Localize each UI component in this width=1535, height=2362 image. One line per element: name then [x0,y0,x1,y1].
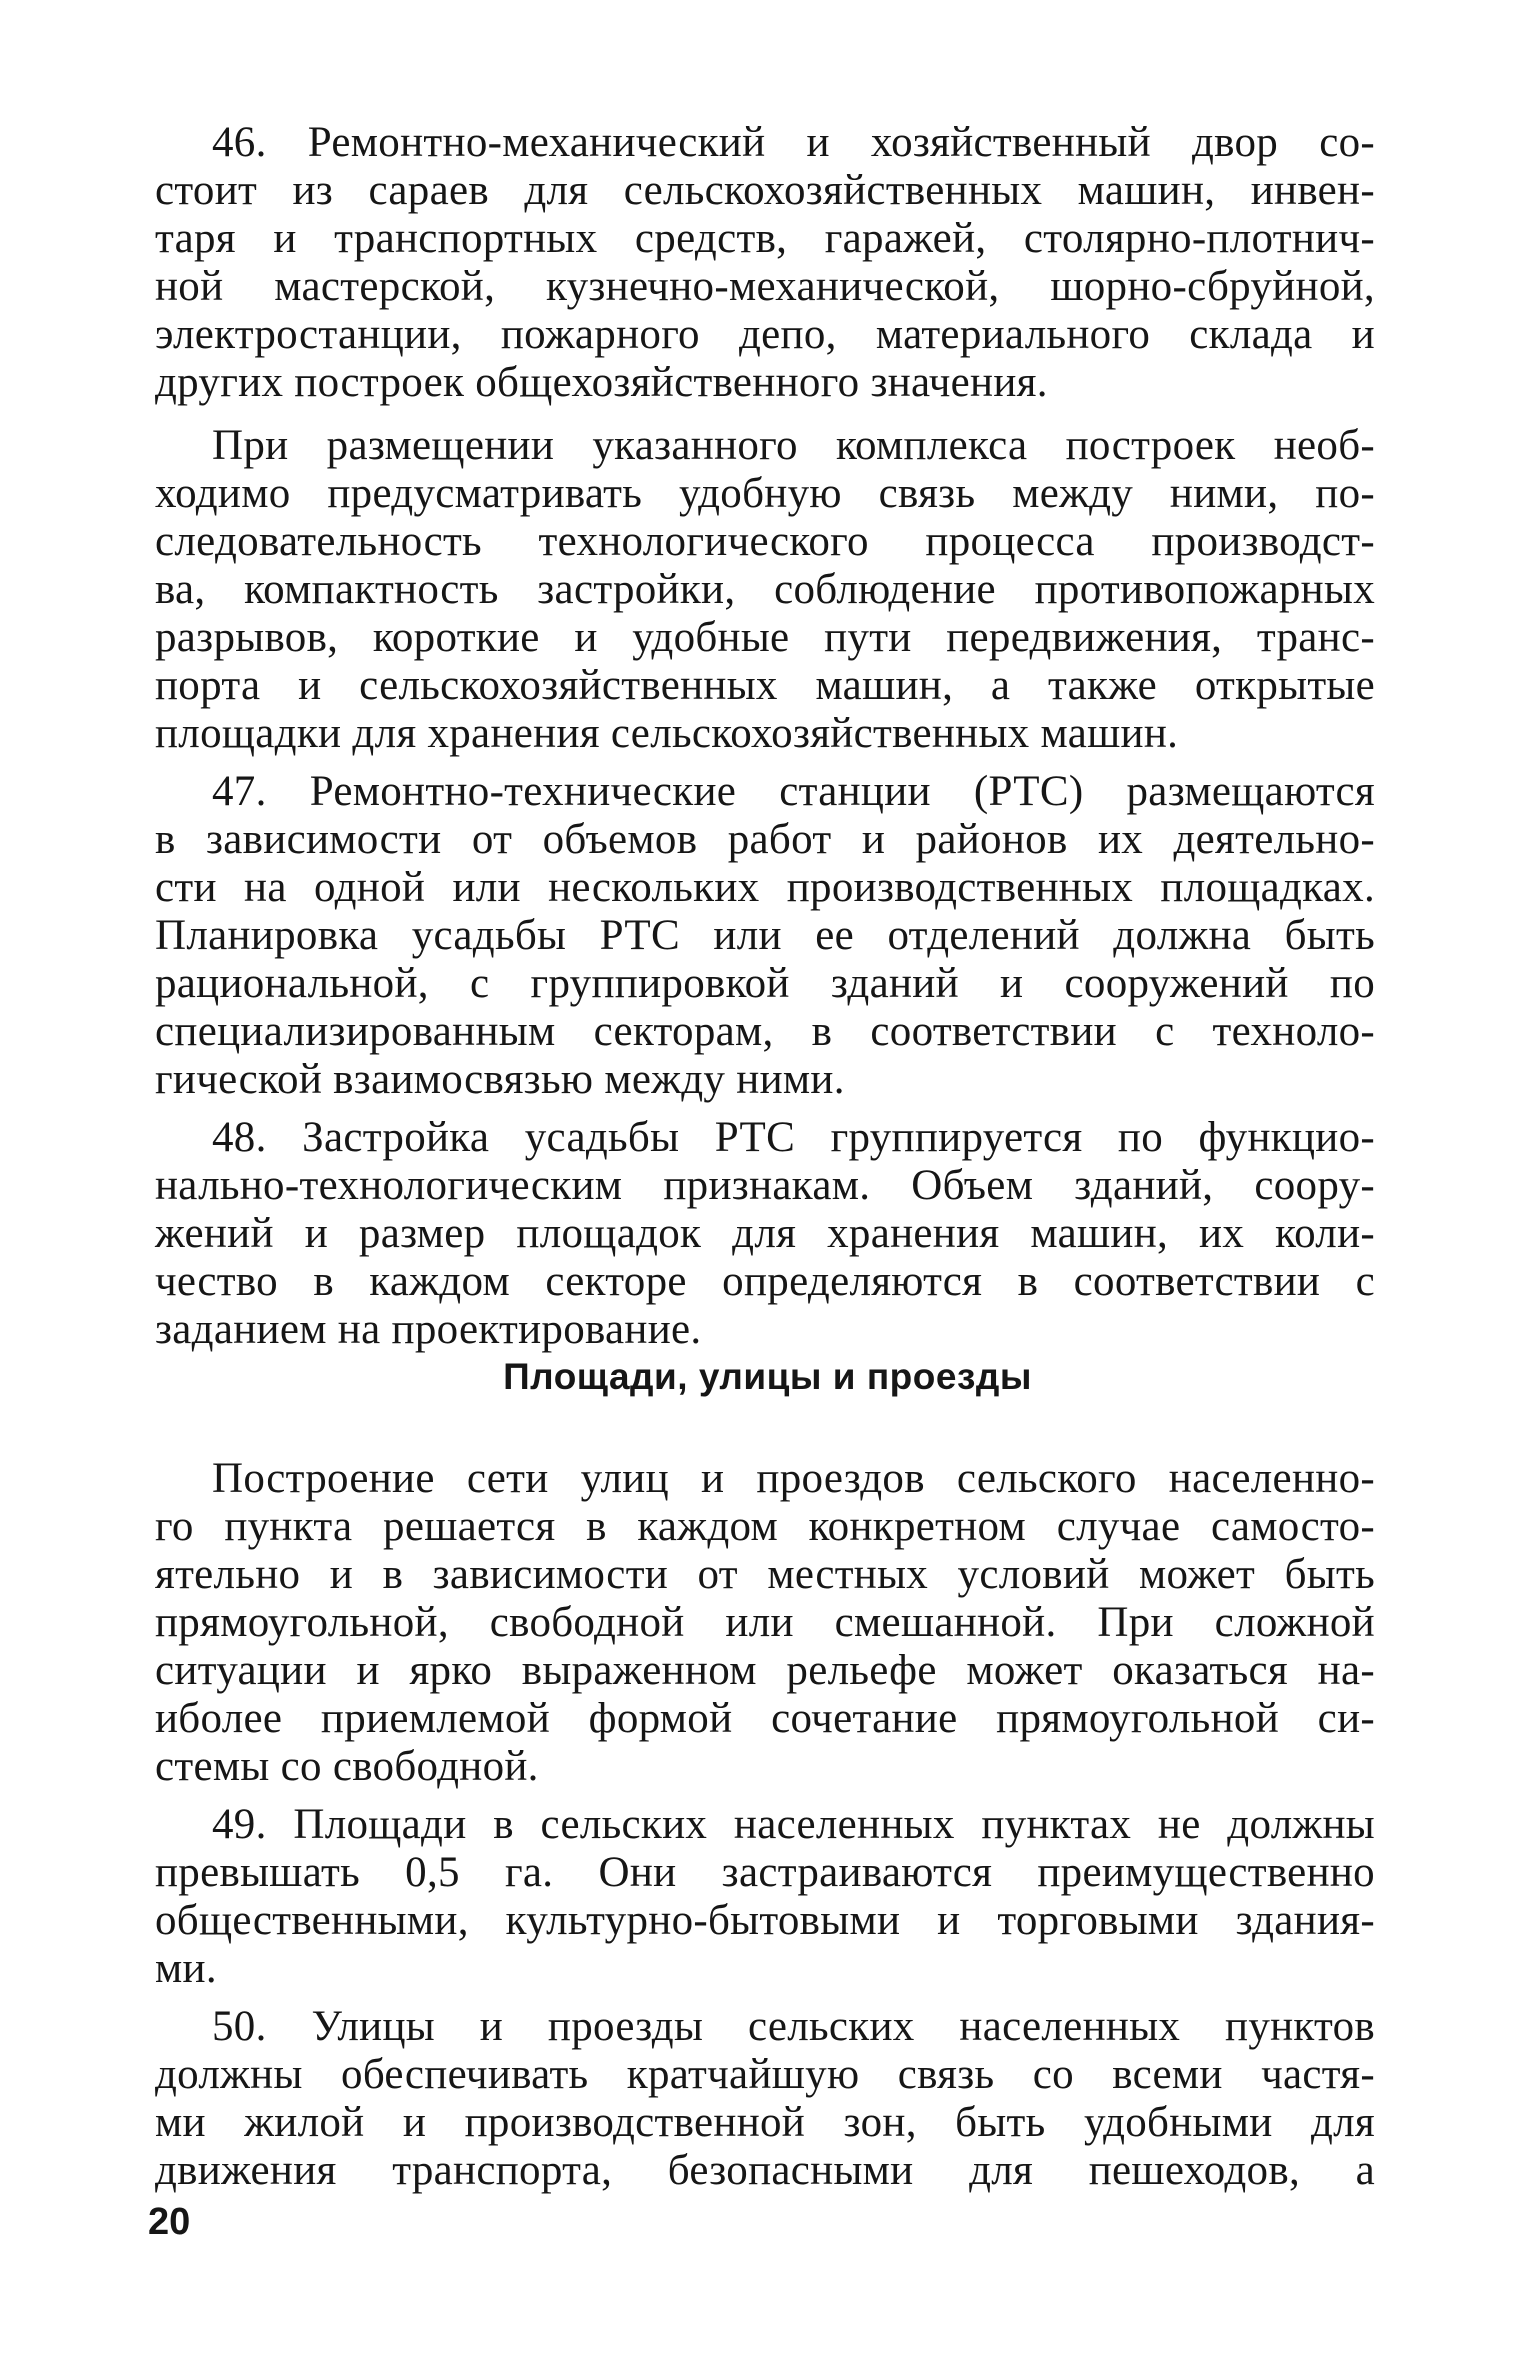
text-line: других построек общехозяйственного значения. [155,359,1048,406]
text-line: следовательность технологического процесса производст- [155,518,1375,565]
text-line: При размещении указанного комплекса построек необ- [212,422,1375,469]
text-line: ходимо предусматривать удобную связь между ними, по- [155,470,1375,517]
text-line: сти на одной или нескольких производственных площадках. [155,864,1375,911]
page-number: 20 [148,2201,191,2243]
text-line: гической взаимосвязью между ними. [155,1056,845,1103]
text-line: электростанции, пожарного депо, материального склада и [155,311,1375,358]
text-line: нально-технологическим признакам. Объем зданий, соору- [155,1162,1375,1209]
section-heading: Площади, улицы и проезды [503,1356,1032,1397]
text-line: прямоугольной, свободной или смешанной. При сложной [155,1599,1375,1646]
text-line: Планировка усадьбы РТС или ее отделений должна быть [155,912,1375,959]
text-line: стемы со свободной. [155,1743,539,1790]
text-line: 50. Улицы и проезды сельских населенных пунктов [212,2003,1375,2050]
text-line: ситуации и ярко выраженном рельефе может оказаться на- [155,1647,1375,1694]
text-line: порта и сельскохозяйственных машин, а также открытые [155,662,1375,709]
text-line: го пункта решается в каждом конкретном случае самосто- [155,1503,1375,1550]
text-line: ми. [155,1945,217,1992]
text-line: стоит из сараев для сельскохозяйственных машин, инвен- [155,167,1375,214]
text-line: жений и размер площадок для хранения машин, их коли- [155,1210,1375,1257]
text-line: общественными, культурно-бытовыми и торговыми здания- [155,1897,1375,1944]
text-line: 49. Площади в сельских населенных пунктах не должны [212,1801,1375,1848]
text-line: чество в каждом секторе определяются в соответствии с [155,1258,1375,1305]
text-line: рациональной, с группировкой зданий и сооружений по [155,960,1375,1007]
text-line: Построение сети улиц и проездов сельского населенно- [212,1455,1375,1502]
text-line: 47. Ремонтно-технические станции (РТС) размещаются [212,768,1375,815]
text-line: превышать 0,5 га. Они застраиваются преимущественно [155,1849,1375,1896]
text-line: в зависимости от объемов работ и районов их деятельно- [155,816,1375,863]
text-line: ва, компактность застройки, соблюдение противопожарных [155,566,1375,613]
text-line: таря и транспортных средств, гаражей, столярно-плотнич- [155,215,1375,262]
text-line: иболее приемлемой формой сочетание прямоугольной си- [155,1695,1375,1742]
text-line: должны обеспечивать кратчайшую связь со всеми частя- [155,2051,1375,2098]
text-line: заданием на проектирование. [155,1306,702,1353]
text-line: ятельно и в зависимости от местных условий может быть [155,1551,1375,1598]
text-line: движения транспорта, безопасными для пешеходов, а [155,2147,1375,2194]
text-line: 46. Ремонтно-механический и хозяйственный двор со- [212,119,1375,166]
text-line: специализированным секторам, в соответствии с техноло- [155,1008,1375,1055]
text-line: разрывов, короткие и удобные пути передвижения, транс- [155,614,1375,661]
text-line: 48. Застройка усадьбы РТС группируется по функцио- [212,1114,1375,1161]
text-line: площадки для хранения сельскохозяйственных машин. [155,710,1179,757]
text-line: ми жилой и производственной зон, быть удобными для [155,2099,1375,2146]
text-line: ной мастерской, кузнечно-механической, шорно-сбруйной, [155,263,1375,310]
